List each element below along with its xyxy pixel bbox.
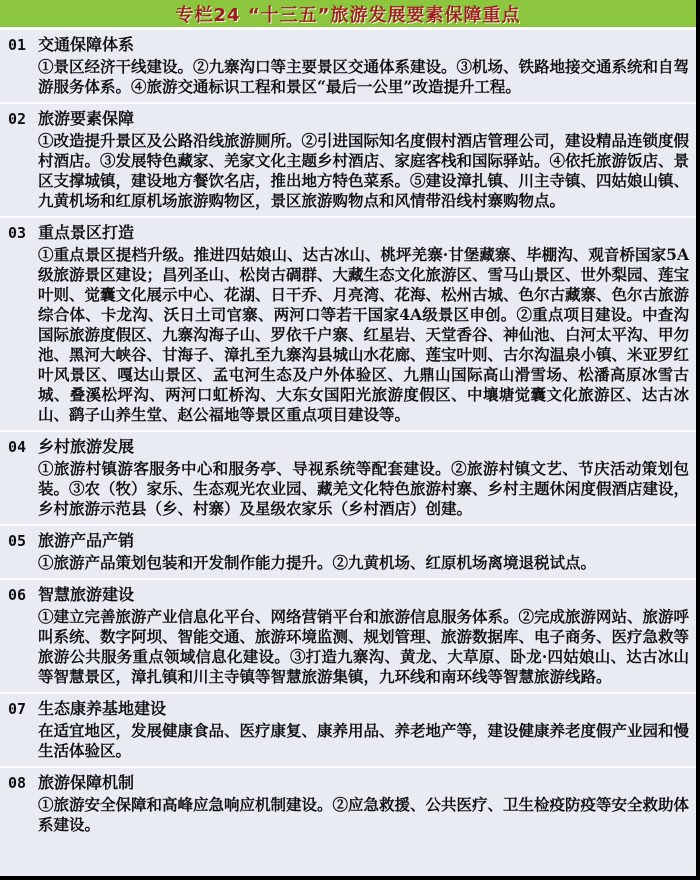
section-body: ①重点景区提档升级。推进四姑娘山、达古冰山、桃坪羌寨·甘堡藏寨、毕棚沟、观音桥国家5A级旅游景区建设；昌列圣山、松岗古碉群、大藏生态文化旅游区、雪马山景区、世外梨园、莲宝叶则、觉囊文化展示中心、花湖、日干乔、月亮湾、花海、松州古城、色尔古藏寨、色尔古旅游综合体、卡龙沟、沃日土司官寨、两河口等若干国家4A级景区申创。②重点项目建设。中查沟国际旅游度假区、九寨沟海子山、罗依千户寨、红星岩、天堂香谷、神仙池、白河太平沟、甲勿池、黑河大峡谷、甘海子、漳扎至九寨沟县城山水花廊、莲宝叶则、古尔沟温泉小镇、米亚罗红叶风景区、嘎达山景区、孟屯河生态及户外体验区、九鼎山国际高山滑雪场、松潘高原冰雪古城、叠溪松坪沟、两河口虹桥沟、大东女国阳光旅游度假区、中壤塘觉囊文化旅游区、达古冰山、鹞子山养生堂、赵公福地等景区重点项目建设等。: [38, 245, 690, 424]
section-elements: [0, 102, 696, 216]
section-number: 06: [8, 586, 27, 604]
section-body: ①建立完善旅游产业信息化平台、网络营销平台和旅游信息服务体系。②完成旅游网站、旅游呼叫系统、数字阿坝、智能交通、旅游环境监测、规划管理、旅游数据库、电子商务、医疗急救等旅游公共服务重点领域信息化建设。③打造九寨沟、黄龙、大草原、卧龙·四姑娘山、达古冰山等智慧景区，漳扎镇和川主寺镇等智慧旅游集镇，九环线和南环线等智慧旅游线路。: [38, 607, 690, 686]
section-title: 生态康养基地建设: [38, 699, 167, 718]
panel-header: [0, 0, 696, 30]
section-title: 智慧旅游建设: [38, 585, 135, 604]
section-title: 交通保障体系: [38, 35, 135, 54]
section-body: ①改造提升景区及公路沿线旅游厕所。②引进国际知名度假村酒店管理公司，建设精品连锁度假村酒店。③发展特色藏家、羌家文化主题乡村酒店、家庭客栈和国际驿站。④依托旅游饭店、景区支撑城镇，建设地方餐饮名店，推出地方特色菜系。⑤建设漳扎镇、川主寺镇、四姑娘山镇、九黄机场和红原机场旅游购物区，景区旅游购物点和风情带沿线村寨购物点。: [38, 131, 690, 210]
panel-title: 专栏24 “十三五”旅游发展要素保障重点: [175, 4, 521, 26]
section-title: 重点景区打造: [38, 223, 135, 242]
section-number: 03: [8, 224, 27, 242]
section-heading: [8, 436, 689, 458]
section-number: 05: [8, 532, 27, 550]
section-heading: [8, 530, 689, 552]
section-body: 在适宜地区，发展健康食品、医疗康复、康养用品、养老地产等，建设健康养老度假产业园和慢生活体验区。: [38, 721, 690, 760]
panel-body: [0, 30, 696, 840]
section-body: ①旅游安全保障和高峰应急响应机制建设。②应急救援、公共医疗、卫生检疫防疫等安全救助体系建设。: [38, 795, 690, 834]
section-title: 旅游保障机制: [38, 773, 135, 792]
section-body: ①景区经济干线建设。②九寨沟口等主要景区交通体系建设。③机场、铁路地接交通系统和自驾游服务体系。④旅游交通标识工程和景区“最后一公里”改造提升工程。: [38, 57, 690, 96]
section-number: 04: [8, 438, 27, 456]
section-heading: [8, 34, 689, 56]
section-eco-wellness: [0, 692, 696, 766]
section-heading: [8, 222, 689, 244]
section-number: 02: [8, 110, 27, 128]
section-heading: [8, 698, 689, 720]
section-number: 07: [8, 700, 27, 718]
section-body: ①旅游村镇游客服务中心和服务亭、导视系统等配套建设。②旅游村镇文艺、节庆活动策划包装。③农（牧）家乐、生态观光农业园、藏羌文化特色旅游村寨、乡村主题休闲度假酒店建设，乡村旅游示范县（乡、村寨）及星级农家乐（乡村酒店）创建。: [38, 459, 690, 518]
section-products-marketing: [0, 524, 696, 578]
section-number: 08: [8, 774, 27, 792]
section-number: 01: [8, 36, 27, 54]
section-rural-tourism: [0, 430, 696, 524]
section-heading: [8, 584, 689, 606]
section-smart-tourism: [0, 578, 696, 692]
section-title: 旅游产品产销: [38, 531, 135, 550]
section-heading: [8, 108, 689, 130]
section-title: 旅游要素保障: [38, 109, 135, 128]
section-heading: [8, 772, 689, 794]
section-body: ①旅游产品策划包装和开发制作能力提升。②九黄机场、红原机场离境退税试点。: [38, 553, 597, 572]
section-transport: [0, 30, 696, 102]
section-key-scenic-areas: [0, 216, 696, 430]
section-title: 乡村旅游发展: [38, 437, 135, 456]
section-safeguard-mechanism: [0, 766, 696, 840]
